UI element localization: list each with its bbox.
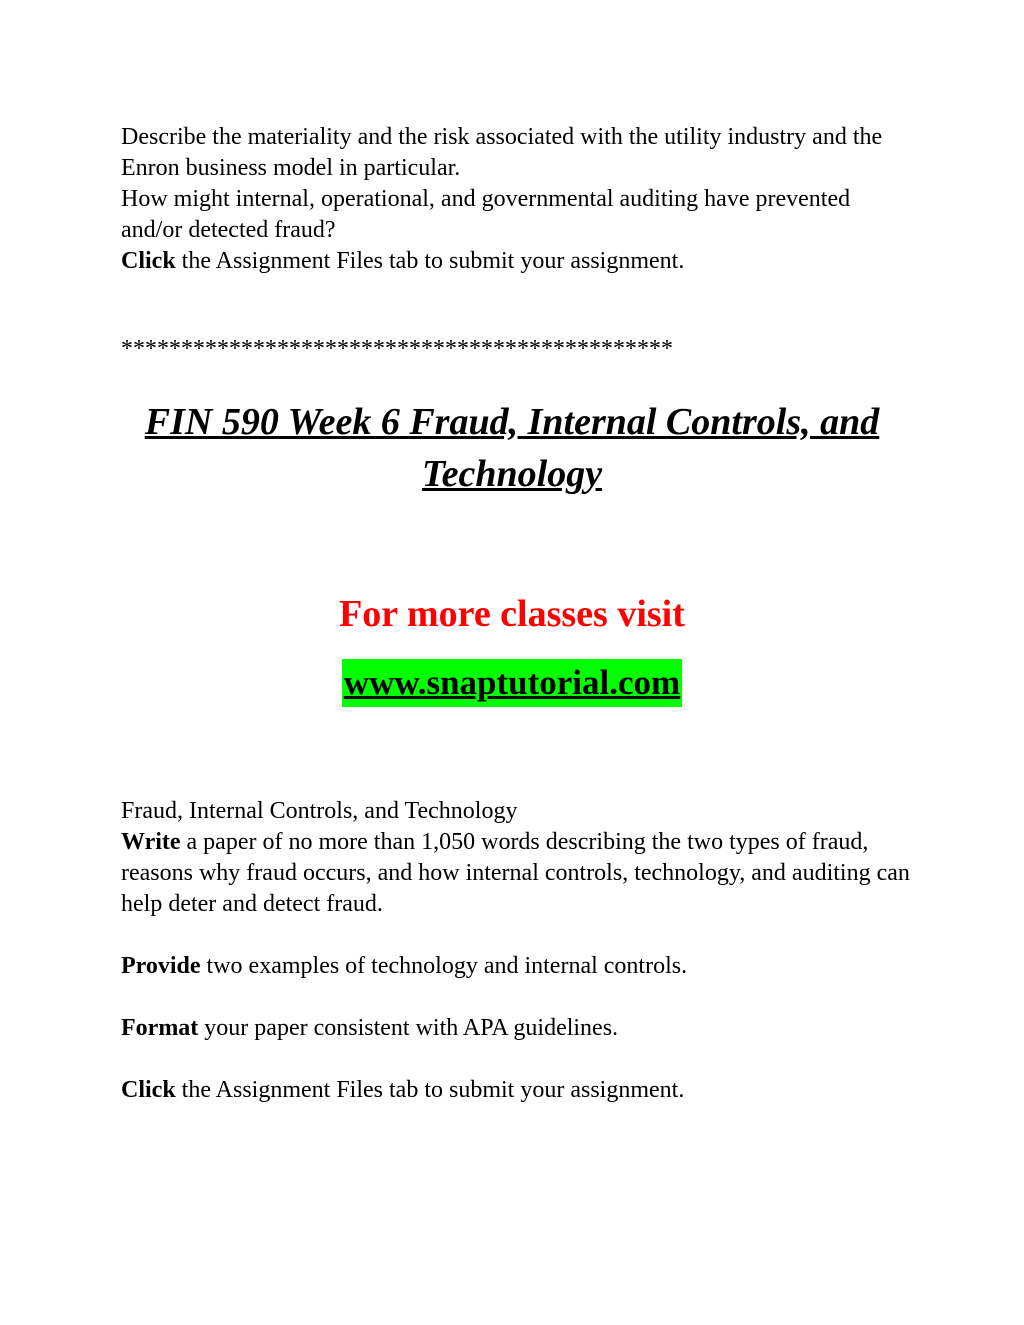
- intro-click-paragraph: [121, 246, 911, 277]
- promo-text: For more classes visit: [339, 593, 685, 635]
- click-label: Click: [121, 248, 176, 274]
- provide-paragraph: [121, 951, 911, 982]
- write-instruction: a paper of no more than 1,050 words describing the two types of fraud, reasons why fraud occurs, and how internal controls, technology, and auditing can help deter and detect fraud.: [121, 829, 910, 917]
- separator-stars: **********************************************: [121, 336, 673, 362]
- intro-paragraph-1: Describe the materiality and the risk associated with the utility industry and the Enron business model in particular.: [121, 124, 883, 181]
- promo-site-link[interactable]: www.snaptutorial.com: [342, 659, 682, 707]
- final-click-label: Click: [121, 1077, 176, 1103]
- write-label: Write: [121, 829, 181, 855]
- spacer-2: [121, 982, 911, 1013]
- spacer-3: [121, 1044, 911, 1075]
- format-paragraph: [121, 1013, 911, 1044]
- final-click-instruction: the Assignment Files tab to submit your assignment.: [175, 1077, 685, 1103]
- format-label: Format: [121, 1015, 199, 1041]
- intro-paragraph-2: How might internal, operational, and governmental auditing have prevented and/or detected fraud?: [121, 186, 851, 243]
- provide-label: Provide: [121, 953, 201, 979]
- provide-instruction: two examples of technology and internal controls.: [200, 953, 688, 979]
- write-paragraph: [121, 827, 911, 920]
- click-instruction: the Assignment Files tab to submit your assignment.: [175, 248, 685, 274]
- assignment-heading: Fraud, Internal Controls, and Technology: [121, 798, 518, 824]
- final-click-paragraph: [121, 1075, 911, 1106]
- assignment-section: [121, 796, 911, 1106]
- intro-section: [121, 122, 911, 277]
- spacer-1: [121, 920, 911, 951]
- format-instruction: your paper consistent with APA guidelines.: [198, 1015, 619, 1041]
- page-title: FIN 590 Week 6 Fraud, Internal Controls, and Technology: [144, 401, 880, 495]
- promo-link-wrapper: [100, 659, 924, 707]
